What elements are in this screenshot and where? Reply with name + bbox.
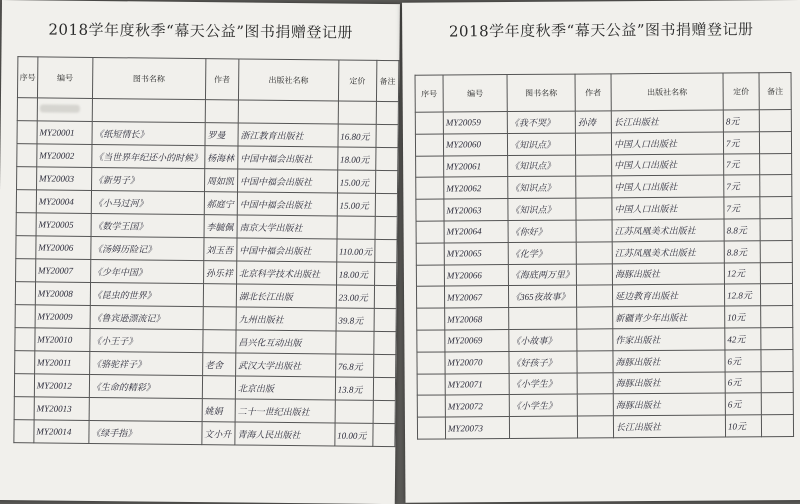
column-header: 出版社名称 bbox=[611, 73, 723, 111]
publisher-cell: 江苏凤凰美术出版社 bbox=[612, 241, 724, 264]
price-cell: 7元 bbox=[724, 153, 760, 175]
serial-cell bbox=[417, 330, 445, 352]
author-cell: 老舍 bbox=[202, 353, 235, 376]
publisher-cell bbox=[238, 100, 338, 124]
table-row bbox=[416, 175, 792, 199]
price-cell: 7元 bbox=[723, 132, 759, 154]
author-cell: 李毓佩 bbox=[204, 215, 237, 238]
serial-cell bbox=[16, 213, 36, 236]
note-cell bbox=[759, 131, 791, 153]
author-cell: 刘玉吾 bbox=[204, 238, 237, 261]
price-cell: 10.00元 bbox=[335, 423, 373, 446]
publisher-cell: 海豚出版社 bbox=[612, 263, 724, 286]
column-header: 备注 bbox=[759, 73, 791, 110]
publisher-cell: 长江出版社 bbox=[611, 110, 723, 133]
price-cell bbox=[335, 400, 373, 423]
author-cell bbox=[576, 198, 612, 220]
redacted-mark bbox=[40, 104, 80, 112]
code-cell: MY20009 bbox=[35, 305, 90, 329]
book-title-cell: 《少年中国》 bbox=[90, 259, 203, 283]
publisher-cell: 江苏凤凰美术出版社 bbox=[612, 219, 724, 242]
note-cell bbox=[760, 240, 792, 262]
serial-cell bbox=[15, 282, 35, 305]
code-cell: MY20004 bbox=[36, 190, 91, 214]
code-cell: MY20011 bbox=[34, 351, 89, 375]
column-header: 编号 bbox=[443, 75, 507, 112]
author-cell bbox=[577, 394, 613, 416]
book-title-cell: 《小马过河》 bbox=[91, 190, 204, 214]
serial-cell bbox=[16, 259, 36, 282]
note-cell bbox=[760, 284, 792, 306]
code-cell: MY20013 bbox=[34, 397, 89, 421]
code-cell: MY20003 bbox=[36, 167, 91, 191]
serial-cell bbox=[416, 199, 444, 221]
table-body bbox=[14, 98, 399, 447]
price-cell: 39.8元 bbox=[336, 308, 374, 331]
serial-cell bbox=[417, 308, 445, 330]
note-cell bbox=[761, 393, 793, 415]
serial-cell bbox=[416, 286, 444, 308]
book-title-cell: 《纸短情长》 bbox=[92, 121, 205, 145]
author-cell bbox=[577, 329, 613, 351]
price-cell: 12.8元 bbox=[724, 284, 760, 306]
publisher-cell: 作家出版社 bbox=[613, 328, 725, 351]
publisher-cell: 延边教育出版社 bbox=[613, 284, 725, 307]
note-cell bbox=[375, 216, 397, 239]
price-cell: 7元 bbox=[724, 175, 760, 197]
code-cell: MY20065 bbox=[444, 242, 508, 264]
publisher-cell: 北京出版 bbox=[235, 376, 335, 400]
serial-cell bbox=[17, 167, 37, 190]
price-cell: 6元 bbox=[725, 350, 761, 372]
table-row bbox=[417, 349, 793, 373]
book-title-cell: 《知识点》 bbox=[508, 198, 576, 220]
note-cell bbox=[374, 262, 396, 285]
note-cell bbox=[761, 415, 793, 437]
publisher-cell: 中国中福会出版社 bbox=[237, 169, 337, 193]
author-cell bbox=[203, 307, 236, 330]
publisher-cell: 海豚出版社 bbox=[613, 350, 725, 373]
author-cell bbox=[205, 100, 238, 123]
price-cell: 10元 bbox=[725, 306, 761, 328]
book-title-cell: 《知识点》 bbox=[508, 155, 576, 177]
price-cell: 16.80元 bbox=[338, 124, 376, 147]
price-cell: 18.00元 bbox=[336, 262, 374, 285]
code-cell: MY20059 bbox=[443, 112, 507, 134]
publisher-cell: 中国人口出版社 bbox=[611, 132, 723, 155]
author-cell bbox=[577, 351, 613, 373]
book-title-cell: 《小学生》 bbox=[509, 394, 577, 416]
publisher-cell: 武汉大学出版社 bbox=[236, 353, 336, 377]
price-cell: 23.00元 bbox=[336, 285, 374, 308]
table-row bbox=[415, 110, 791, 134]
book-title-cell: 《知识点》 bbox=[508, 176, 576, 198]
book-title-cell: 《汤姆历险记》 bbox=[91, 236, 204, 260]
book-title-cell: 《昆虫的世界》 bbox=[90, 282, 203, 306]
author-cell bbox=[576, 242, 612, 264]
note-cell bbox=[761, 371, 793, 393]
author-cell bbox=[575, 133, 611, 155]
book-title-cell: 《你好》 bbox=[508, 220, 576, 242]
book-title-cell: 《知识点》 bbox=[507, 133, 575, 155]
price-cell: 7元 bbox=[724, 197, 760, 219]
book-title-cell bbox=[509, 416, 577, 438]
column-header: 图书名称 bbox=[507, 74, 575, 111]
note-cell bbox=[373, 400, 395, 423]
price-cell: 15.00元 bbox=[337, 170, 375, 193]
note-cell bbox=[376, 147, 398, 170]
table-row bbox=[416, 219, 792, 243]
table-row bbox=[417, 371, 793, 395]
serial-cell bbox=[14, 374, 34, 397]
column-header: 备注 bbox=[376, 60, 399, 101]
serial-cell bbox=[14, 397, 34, 420]
table-header-row bbox=[415, 73, 791, 113]
note-cell bbox=[375, 170, 397, 193]
book-title-cell: 《新男子》 bbox=[91, 167, 204, 191]
column-header: 出版社名称 bbox=[238, 59, 338, 101]
author-cell: 周如凯 bbox=[204, 169, 237, 192]
table-row bbox=[417, 415, 793, 439]
table-row bbox=[417, 306, 793, 330]
note-cell bbox=[374, 308, 396, 331]
price-cell: 6元 bbox=[725, 371, 761, 393]
price-cell: 15.00元 bbox=[337, 193, 375, 216]
price-cell: 8.8元 bbox=[724, 219, 760, 241]
publisher-cell: 中国中福会出版社 bbox=[237, 238, 337, 262]
code-cell: MY20008 bbox=[35, 282, 90, 306]
note-cell bbox=[761, 328, 793, 350]
author-cell: 杨海林 bbox=[205, 146, 238, 169]
table-row bbox=[416, 240, 792, 264]
code-cell: MY20063 bbox=[444, 199, 508, 221]
price-cell: 8元 bbox=[723, 110, 759, 132]
column-header: 序号 bbox=[415, 75, 443, 112]
book-title-cell: 《绿手指》 bbox=[89, 420, 202, 444]
code-cell: MY20064 bbox=[444, 221, 508, 243]
note-cell bbox=[760, 153, 792, 175]
code-cell: MY20002 bbox=[37, 144, 92, 168]
note-cell bbox=[373, 354, 395, 377]
book-title-cell: 《生命的精彩》 bbox=[89, 374, 202, 398]
publisher-cell: 中国人口出版社 bbox=[612, 175, 724, 198]
note-cell bbox=[373, 377, 395, 400]
serial-cell bbox=[16, 236, 36, 259]
serial-cell bbox=[17, 121, 37, 144]
book-title-cell: 《化学》 bbox=[508, 242, 576, 264]
publisher-cell: 海豚出版社 bbox=[613, 372, 725, 395]
publisher-cell: 海豚出版社 bbox=[613, 393, 725, 416]
table-row bbox=[416, 262, 792, 286]
book-title-cell: 《当世界年纪还小的时候》 bbox=[92, 144, 205, 168]
code-cell: MY20010 bbox=[35, 328, 90, 352]
note-cell bbox=[760, 219, 792, 241]
note-cell bbox=[375, 193, 397, 216]
publisher-cell: 中国中福会出版社 bbox=[237, 192, 337, 216]
note-cell bbox=[375, 239, 397, 262]
book-title-cell: 《365夜故事》 bbox=[508, 285, 576, 307]
price-cell: 8.8元 bbox=[724, 241, 760, 263]
code-cell: MY20066 bbox=[444, 264, 508, 286]
serial-cell bbox=[416, 221, 444, 243]
table-body bbox=[415, 110, 793, 440]
author-cell bbox=[576, 154, 612, 176]
note-cell bbox=[761, 349, 793, 371]
author-cell bbox=[576, 176, 612, 198]
column-header: 定价 bbox=[338, 60, 377, 101]
code-cell: MY20068 bbox=[445, 308, 509, 330]
code-cell: MY20014 bbox=[34, 420, 89, 444]
column-header: 编号 bbox=[37, 57, 92, 99]
table-row bbox=[416, 284, 792, 308]
publisher-cell: 长江出版社 bbox=[613, 415, 725, 438]
ledger-title: 2018学年度秋季“幕天公益”图书捐赠登记册 bbox=[448, 20, 754, 41]
publisher-cell: 南京大学出版社 bbox=[237, 215, 337, 239]
publisher-cell: 北京科学技术出版社 bbox=[236, 261, 336, 285]
book-title-cell: 《小学生》 bbox=[509, 373, 577, 395]
author-cell bbox=[577, 307, 613, 329]
code-cell: MY20072 bbox=[445, 395, 509, 417]
note-cell bbox=[374, 331, 396, 354]
price-cell: 13.8元 bbox=[335, 377, 373, 400]
price-cell: 6元 bbox=[725, 393, 761, 415]
serial-cell bbox=[16, 190, 36, 213]
serial-cell bbox=[416, 177, 444, 199]
price-cell: 10元 bbox=[725, 415, 761, 437]
donation-table bbox=[415, 72, 795, 440]
author-cell bbox=[577, 372, 613, 394]
serial-cell bbox=[416, 243, 444, 265]
serial-cell bbox=[415, 134, 443, 156]
price-cell bbox=[335, 331, 373, 354]
table-row bbox=[417, 393, 793, 417]
price-cell: 12元 bbox=[724, 262, 760, 284]
price-cell bbox=[338, 101, 376, 124]
table-row bbox=[415, 131, 791, 155]
code-cell: MY20060 bbox=[443, 133, 507, 155]
note-cell bbox=[759, 110, 791, 132]
publisher-cell: 青海人民出版社 bbox=[235, 422, 335, 446]
serial-cell bbox=[417, 352, 445, 374]
note-cell bbox=[374, 285, 396, 308]
code-cell: MY20007 bbox=[35, 259, 90, 283]
book-title-cell: 《数学王国》 bbox=[91, 213, 204, 237]
book-title-cell bbox=[92, 98, 205, 122]
price-cell bbox=[337, 216, 375, 239]
author-cell bbox=[202, 376, 235, 399]
code-cell: MY20005 bbox=[36, 213, 91, 237]
column-header: 序号 bbox=[17, 57, 37, 98]
column-header: 图书名称 bbox=[92, 57, 205, 99]
code-cell: MY20062 bbox=[444, 177, 508, 199]
book-title-cell: 《小王子》 bbox=[90, 328, 203, 352]
price-cell: 42元 bbox=[725, 328, 761, 350]
code-cell: MY20001 bbox=[37, 121, 92, 145]
code-cell: MY20071 bbox=[445, 373, 509, 395]
publisher-cell: 新疆青少年出版社 bbox=[613, 306, 725, 329]
serial-cell bbox=[17, 98, 37, 121]
serial-cell bbox=[15, 351, 35, 374]
author-cell bbox=[203, 330, 236, 353]
note-cell bbox=[761, 306, 793, 328]
serial-cell bbox=[417, 417, 445, 439]
note-cell bbox=[760, 175, 792, 197]
table-header-row bbox=[17, 57, 398, 102]
ledger-page-right bbox=[402, 0, 800, 503]
author-cell: 孙乐祥 bbox=[203, 261, 236, 284]
author-cell: 罗曼 bbox=[205, 123, 238, 146]
table-row bbox=[416, 197, 792, 221]
publisher-cell: 中国人口出版社 bbox=[612, 197, 724, 220]
author-cell bbox=[576, 220, 612, 242]
serial-cell bbox=[415, 112, 443, 134]
note-cell bbox=[376, 101, 398, 124]
ledger-title: 2018学年度秋季“幕天公益”图书捐赠登记册 bbox=[48, 20, 354, 42]
code-cell: MY20073 bbox=[445, 417, 509, 439]
publisher-cell: 湖北长江出版 bbox=[236, 284, 336, 308]
code-cell: MY20070 bbox=[445, 351, 509, 373]
book-title-cell: 《海底两万里》 bbox=[508, 264, 576, 286]
note-cell bbox=[760, 262, 792, 284]
publisher-cell: 浙江教育出版社 bbox=[238, 123, 338, 147]
donation-table bbox=[13, 56, 399, 447]
serial-cell bbox=[14, 420, 34, 443]
price-cell: 76.8元 bbox=[335, 354, 373, 377]
table-row bbox=[416, 153, 792, 177]
code-cell bbox=[37, 98, 92, 122]
author-cell: 姚娟 bbox=[202, 399, 235, 422]
code-cell: MY20061 bbox=[444, 155, 508, 177]
column-header: 作者 bbox=[205, 59, 239, 100]
price-cell: 18.00元 bbox=[337, 147, 375, 170]
book-title-cell: 《小故事》 bbox=[509, 329, 577, 351]
serial-cell bbox=[15, 305, 35, 328]
code-cell: MY20012 bbox=[34, 374, 89, 398]
book-title-cell: 《好孩子》 bbox=[509, 351, 577, 373]
author-cell: 孙涛 bbox=[575, 111, 611, 133]
serial-cell bbox=[417, 374, 445, 396]
author-cell bbox=[576, 263, 612, 285]
table-row bbox=[417, 328, 793, 352]
serial-cell bbox=[15, 328, 35, 351]
column-header: 作者 bbox=[575, 74, 611, 111]
serial-cell bbox=[416, 156, 444, 178]
book-title-cell: 《我不哭》 bbox=[507, 111, 575, 133]
note-cell bbox=[376, 124, 398, 147]
serial-cell bbox=[416, 265, 444, 287]
author-cell: 文小升 bbox=[202, 422, 235, 445]
table-row bbox=[14, 420, 395, 447]
note-cell bbox=[760, 197, 792, 219]
code-cell: MY20069 bbox=[445, 330, 509, 352]
price-cell: 110.00元 bbox=[336, 239, 374, 262]
code-cell: MY20006 bbox=[36, 236, 91, 260]
column-header: 定价 bbox=[723, 73, 759, 110]
author-cell bbox=[203, 284, 236, 307]
author-cell: 郝庭宁 bbox=[204, 192, 237, 215]
book-title-cell bbox=[509, 307, 577, 329]
note-cell bbox=[373, 423, 395, 446]
author-cell bbox=[577, 285, 613, 307]
author-cell bbox=[577, 416, 613, 438]
serial-cell bbox=[17, 144, 37, 167]
book-title-cell: 《骆驼祥子》 bbox=[89, 351, 202, 375]
code-cell: MY20067 bbox=[444, 286, 508, 308]
publisher-cell: 二十一世纪出版社 bbox=[235, 399, 335, 423]
serial-cell bbox=[417, 395, 445, 417]
publisher-cell: 昌兴化互动出版 bbox=[236, 330, 336, 354]
publisher-cell: 中国中福会出版社 bbox=[238, 146, 338, 170]
book-title-cell bbox=[89, 397, 202, 421]
publisher-cell: 中国人口出版社 bbox=[612, 154, 724, 177]
publisher-cell: 九州出版社 bbox=[236, 307, 336, 331]
book-title-cell: 《鲁宾逊漂流记》 bbox=[90, 305, 203, 329]
